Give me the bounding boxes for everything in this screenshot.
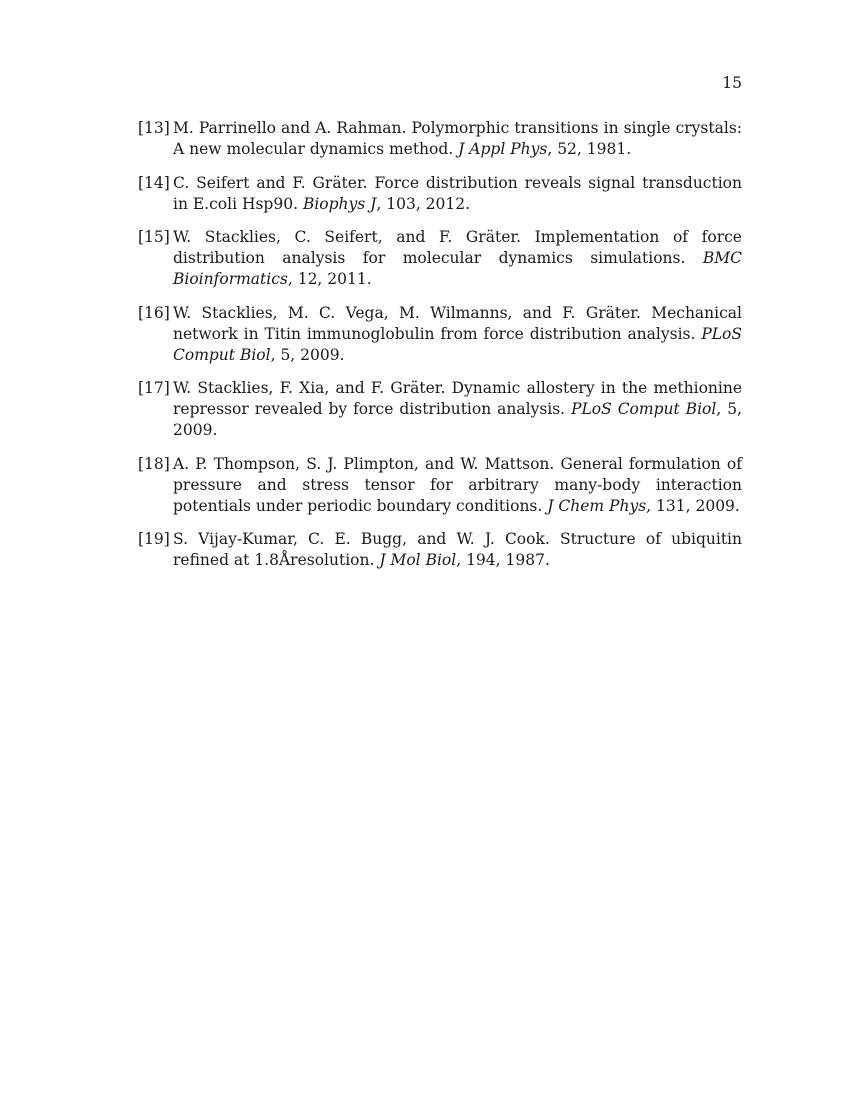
reference-label: [13] bbox=[138, 119, 170, 137]
reference-text: W. Stacklies, F. Xia, and F. Gräter. Dynamic allostery in the methionine repressor revealed by force distribution analysis. bbox=[173, 379, 742, 418]
reference-item bbox=[138, 378, 742, 441]
reference-tail: , 131, 2009. bbox=[646, 496, 740, 515]
reference-tail: , 194, 1987. bbox=[456, 551, 550, 569]
reference-label: [14] bbox=[138, 173, 170, 192]
reference-item bbox=[138, 227, 742, 290]
reference-label: [16] bbox=[138, 303, 170, 322]
reference-journal: BMC Bioinformatics bbox=[173, 249, 742, 288]
reference-text: W. Stacklies, C. Seifert, and F. Gräter. Implementation of force distribution analysis for molecular dynamics simulations. bbox=[173, 228, 742, 267]
reference-text: S. Vijay-Kumar, C. E. Bugg, and W. J. Cook. Structure of ubiquitin refined at 1.8Åresolution. bbox=[173, 530, 742, 569]
reference-label: [15] bbox=[138, 228, 170, 246]
reference-item bbox=[138, 173, 742, 215]
reference-label: [19] bbox=[138, 530, 170, 548]
reference-item bbox=[138, 118, 742, 160]
reference-journal: J Chem Phys bbox=[547, 496, 647, 515]
reference-text: M. Parrinello and A. Rahman. Polymorphic transitions in single crystals: A new molecular dynamics method. bbox=[173, 119, 742, 158]
reference-journal: PLoS Comput Biol bbox=[173, 324, 743, 364]
reference-text: A. P. Thompson, S. J. Plimpton, and W. Mattson. General formulation of pressure and stress tensor for arbitrary many-body interaction potentials under periodic boundary conditions. bbox=[173, 454, 742, 515]
reference-journal: Biophys J bbox=[302, 194, 377, 213]
reference-tail: , 52, 1981. bbox=[547, 140, 632, 158]
reference-tail: , 5, 2009. bbox=[270, 345, 345, 364]
reference-label: [17] bbox=[138, 379, 170, 397]
reference-item bbox=[138, 529, 742, 571]
reference-item bbox=[138, 303, 742, 366]
reference-journal: J Mol Biol bbox=[379, 551, 457, 569]
reference-item bbox=[138, 454, 742, 517]
reference-journal: PLoS Comput Biol bbox=[571, 400, 717, 418]
reference-tail: , 12, 2011. bbox=[287, 270, 372, 288]
page-number: 15 bbox=[722, 74, 742, 92]
reference-journal: J Appl Phys bbox=[458, 140, 548, 158]
reference-tail: , 5, 2009. bbox=[173, 400, 742, 439]
reference-text: C. Seifert and F. Gräter. Force distribution reveals signal transduction in E.coli Hsp90. bbox=[173, 173, 742, 213]
reference-list bbox=[138, 118, 742, 584]
reference-text: W. Stacklies, M. C. Vega, M. Wilmanns, and F. Gräter. Mechanical network in Titin immunoglobulin from force distribution analysis. bbox=[173, 303, 742, 343]
reference-label: [18] bbox=[138, 454, 170, 473]
reference-tail: , 103, 2012. bbox=[376, 194, 471, 213]
